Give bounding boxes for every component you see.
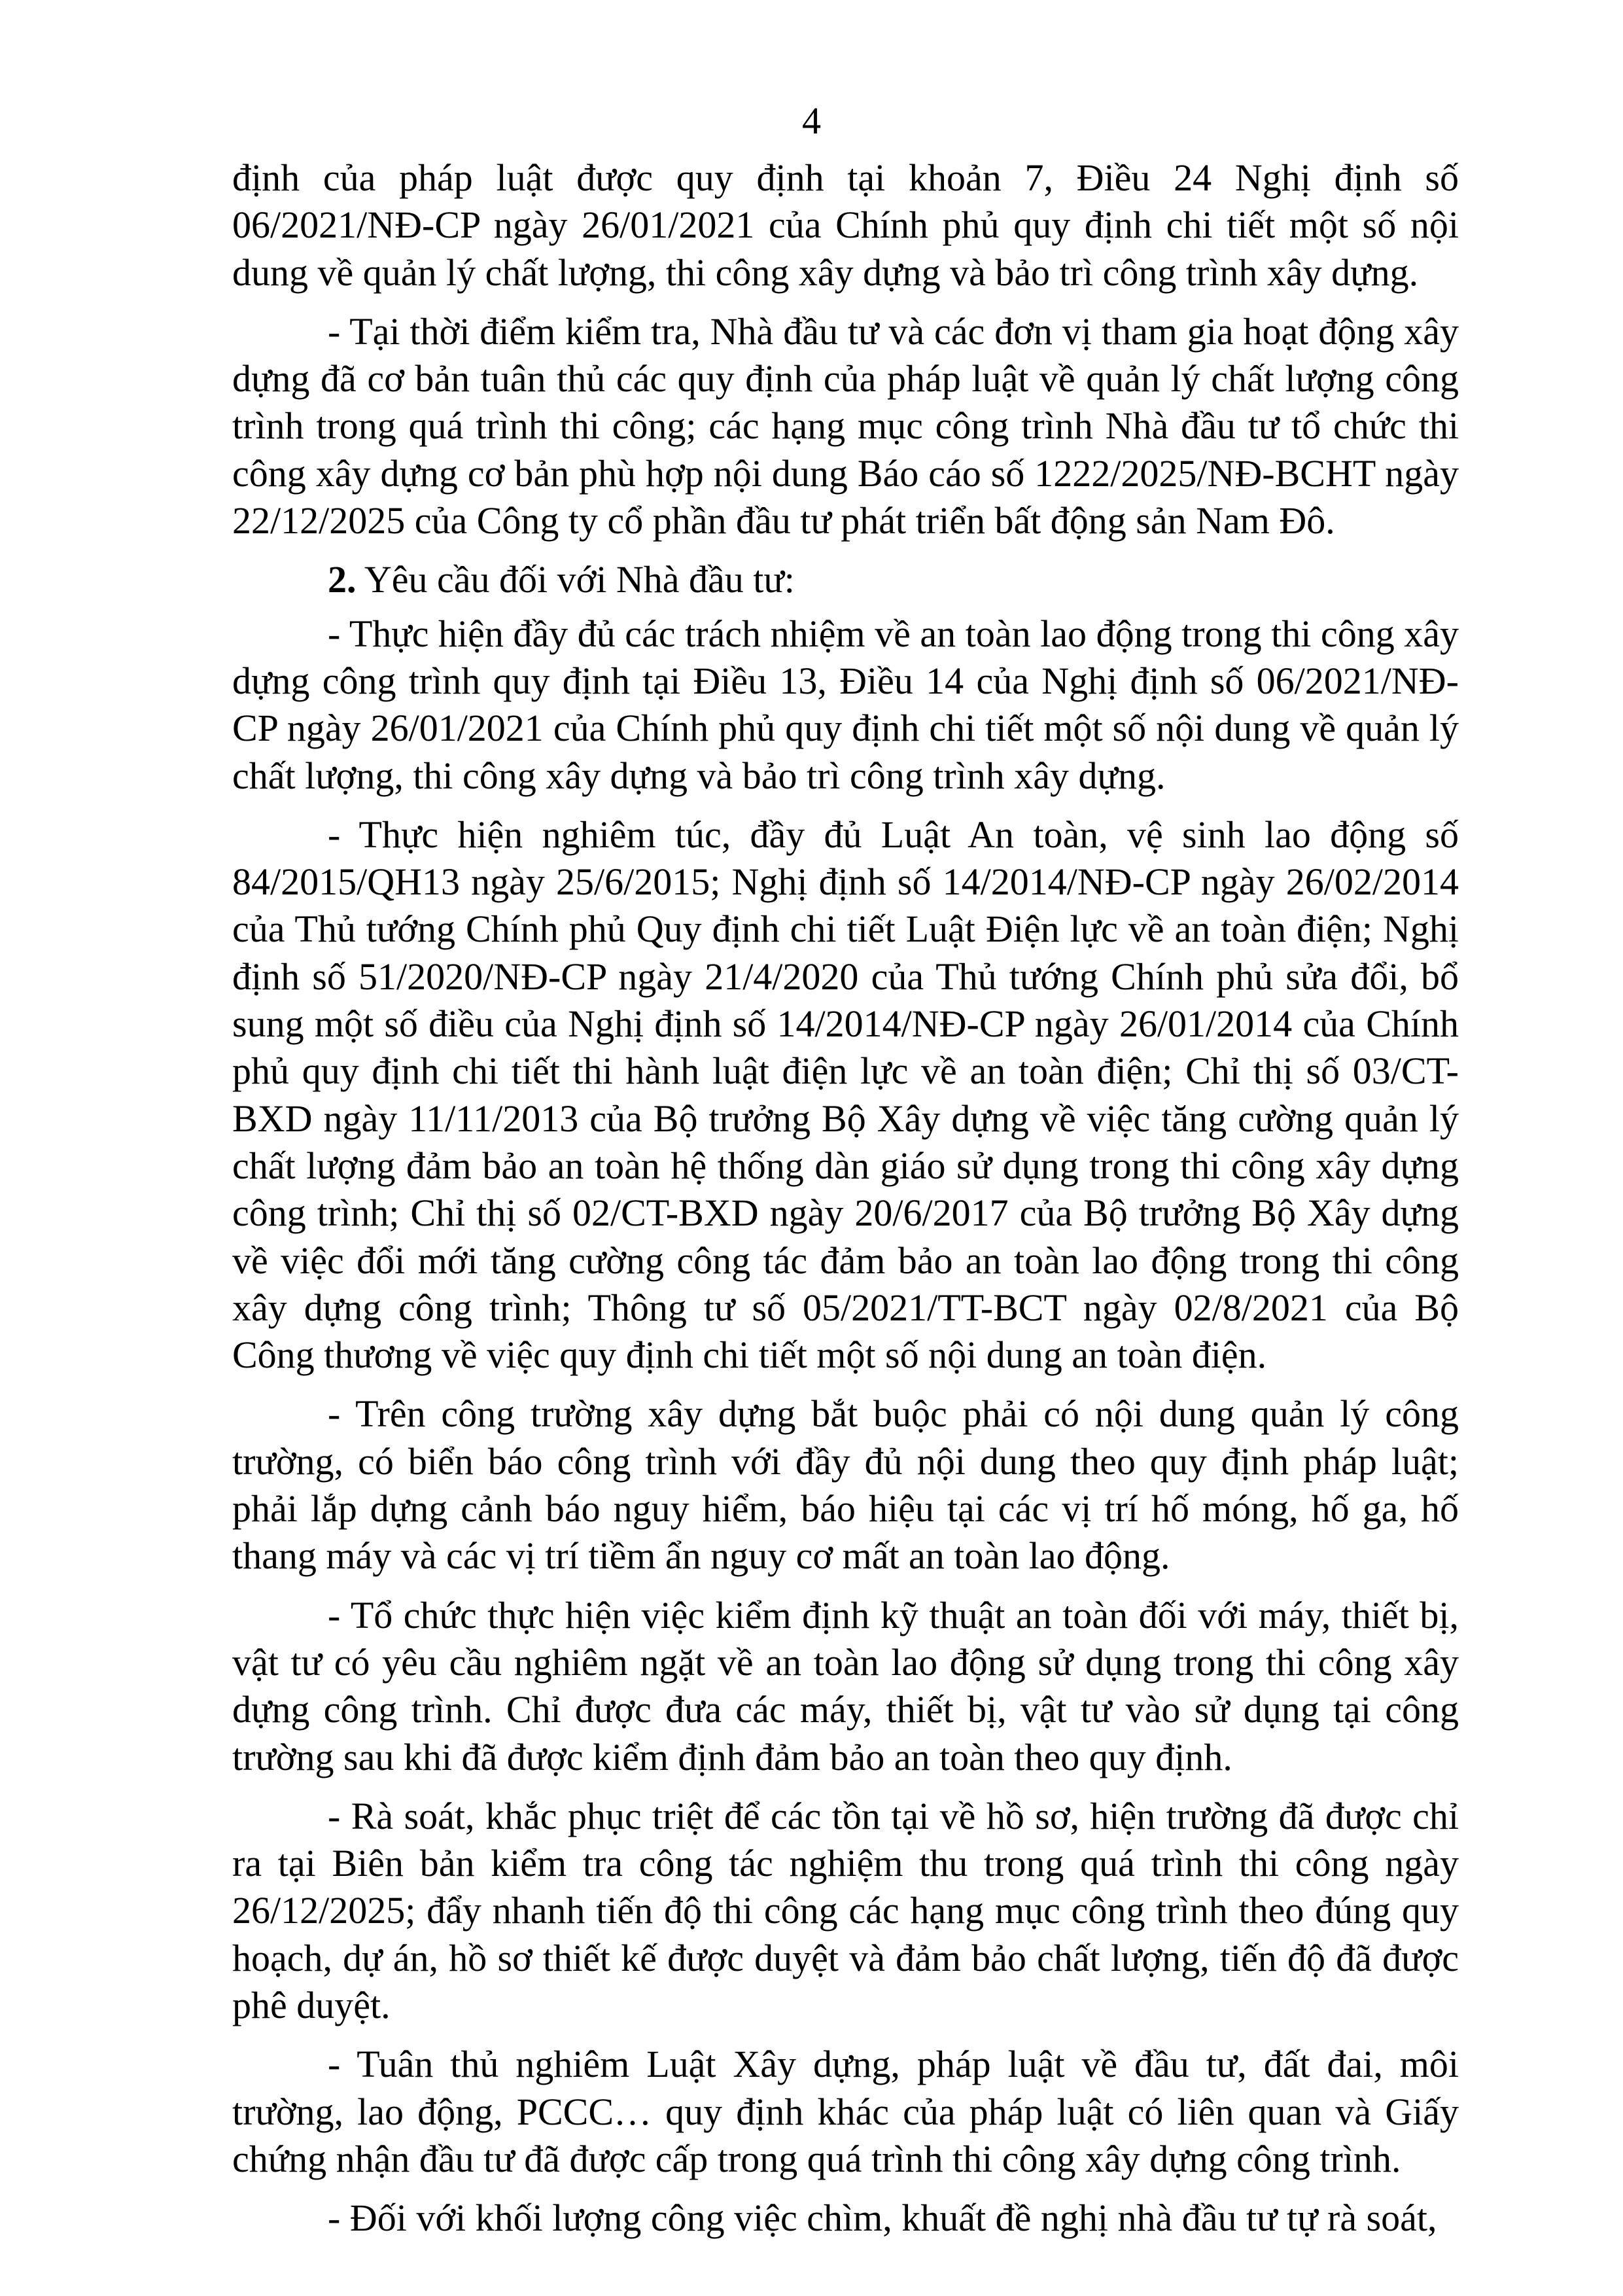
paragraph-continuation: định của pháp luật được quy định tại khoản 7, Điều 24 Nghị định số 06/2021/NĐ-CP ngày 26/01/2021 của Chính phủ quy định chi tiết một số nội dung về quản lý chất lượng, thi công xây dựng và bảo trì công trình xây dựng. bbox=[232, 156, 1459, 294]
paragraph-site-signage: - Trên công trường xây dựng bắt buộc phải có nội dung quản lý công trường, có biển báo công trình với đầy đủ nội dung theo quy định pháp luật; phải lắp dựng cảnh báo nguy hiểm, báo hiệu tại các vị trí hố móng, hố ga, hố thang máy và các vị trí tiềm ẩn nguy cơ mất an toàn lao động. bbox=[232, 1392, 1459, 1578]
section-heading-investor-requirements bbox=[232, 556, 1459, 603]
document-body bbox=[232, 154, 1459, 2253]
paragraph-legal-compliance: - Thực hiện nghiêm túc, đầy đủ Luật An toàn, vệ sinh lao động số 84/2015/QH13 ngày 25/6/2015; Nghị định số 14/2014/NĐ-CP ngày 26/02/2014 của Thủ tướng Chính phủ Quy định chi tiết Luật Điện lực về an toàn điện; Nghị định số 51/2020/NĐ-CP ngày 21/4/2020 của Thủ tướng Chính phủ sửa đổi, bổ sung một số điều của Nghị định số 14/2014/NĐ-CP ngày 26/01/2014 của Chính phủ quy định chi tiết thi hành luật điện lực về an toàn điện; Chỉ thị số 03/CT-BXD ngày 11/11/2013 của Bộ trưởng Bộ Xây dựng về việc tăng cường quản lý chất lượng đảm bảo an toàn hệ thống dàn giáo sử dụng trong thi công xây dựng công trình; Chỉ thị số 02/CT-BXD ngày 20/6/2017 của Bộ trưởng Bộ Xây dựng về việc đổi mới tăng cường công tác đảm bảo an toàn lao động trong thi công xây dựng công trình; Thông tư số 05/2021/TT-BCT ngày 02/8/2021 của Bộ Công thương về việc quy định chi tiết một số nội dung an toàn điện. bbox=[232, 813, 1459, 1377]
paragraph-hidden-works: - Đối với khối lượng công việc chìm, khuất đề nghị nhà đầu tư tự rà soát, bbox=[328, 2197, 1437, 2240]
section-number: 2. bbox=[328, 558, 357, 601]
paragraph-inspection-result: - Tại thời điểm kiểm tra, Nhà đầu tư và các đơn vị tham gia hoạt động xây dựng đã cơ bản tuân thủ các quy định của pháp luật về quản lý chất lượng công trình trong quá trình thi công; các hạng mục công trình Nhà đầu tư tổ chức thi công xây dựng cơ bản phù hợp nội dung Báo cáo số 1222/2025/NĐ-BCHT ngày 22/12/2025 của Công ty cổ phần đầu tư phát triển bất động sản Nam Đô. bbox=[232, 309, 1459, 542]
paragraph-law-compliance: - Tuân thủ nghiêm Luật Xây dựng, pháp luật về đầu tư, đất đai, môi trường, lao động, PCCC… quy định khác của pháp luật có liên quan và Giấy chứng nhận đầu tư đã được cấp trong quá trình thi công xây dựng công trình. bbox=[232, 2043, 1459, 2180]
section-heading-text: Yêu cầu đối với Nhà đầu tư: bbox=[356, 558, 795, 601]
paragraph-equipment-inspection: - Tổ chức thực hiện việc kiểm định kỹ thuật an toàn đối với máy, thiết bị, vật tư có yêu cầu nghiêm ngặt về an toàn lao động sử dụng trong thi công xây dựng công trình. Chỉ được đưa các máy, thiết bị, vật tư vào sử dụng tại công trường sau khi đã được kiểm định đảm bảo an toàn theo quy định. bbox=[232, 1593, 1459, 1778]
paragraph-remediation: - Rà soát, khắc phục triệt để các tồn tại về hồ sơ, hiện trường đã được chỉ ra tại Biên bản kiểm tra công tác nghiệm thu trong quá trình thi công ngày 26/12/2025; đẩy nhanh tiến độ thi công các hạng mục công trình theo đúng quy hoạch, dự án, hồ sơ thiết kế được duyệt và đảm bảo chất lượng, tiến độ đã được phê duyệt. bbox=[232, 1794, 1459, 2026]
page-number: 4 bbox=[802, 99, 821, 142]
paragraph-labor-safety-responsibility: - Thực hiện đầy đủ các trách nhiệm về an toàn lao động trong thi công xây dựng công trình quy định tại Điều 13, Điều 14 của Nghị định số 06/2021/NĐ-CP ngày 26/01/2021 của Chính phủ quy định chi tiết một số nội dung về quản lý chất lượng, thi công xây dựng và bảo trì công trình xây dựng. bbox=[232, 612, 1459, 797]
